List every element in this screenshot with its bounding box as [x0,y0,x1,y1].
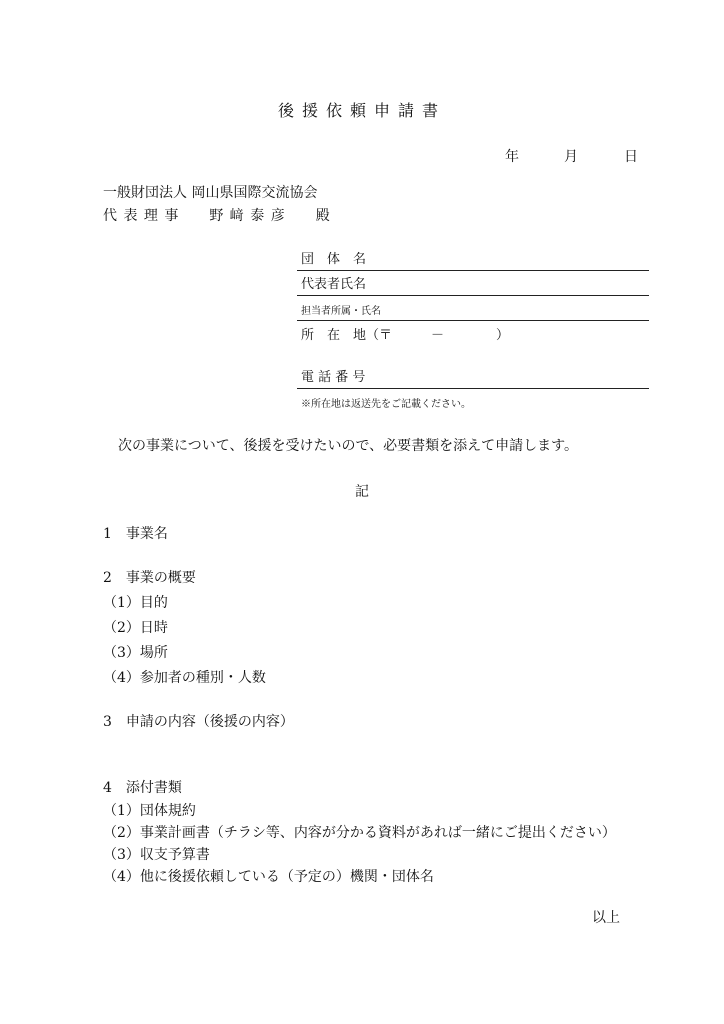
date-month-label: 月 [564,149,578,165]
section-heading: 3 申請の内容（後援の内容） [103,714,294,730]
form-field-label: 代表者氏名 [301,277,367,292]
address-note: ※所在地は返送先をご記載ください。 [301,399,471,410]
date-day-label: 日 [624,149,638,165]
form-field-label: 電 話 番 号 [301,370,366,385]
addressee-organization: 一般財団法人 岡山県国際交流協会 [103,185,318,201]
list-item: （2）事業計画書（チラシ等、内容が分かる資料があれば一緒にご提出ください） [103,825,616,841]
list-item: （2）日時 [103,620,168,636]
section-heading: 4 添付書類 [103,780,182,796]
form-field-organization-name[interactable] [297,247,649,271]
closing-text: 以上 [592,910,620,926]
document-title: 後援依頼申請書 [277,101,446,120]
form-field-contact-person[interactable] [297,296,649,321]
list-item: （1）団体規約 [103,803,196,819]
list-item: （3）場所 [103,645,168,661]
list-item: （4）参加者の種別・人数 [103,670,266,686]
list-item: （3）収支予算書 [103,847,210,863]
form-field-label: 担当者所属・氏名 [301,306,381,317]
intro-text: 次の事業について、後援を受けたいので、必要書類を添えて申請します。 [118,438,579,454]
section-heading: 1 事業名 [103,526,168,542]
addressee-representative: 代 表 理 事 野 﨑 泰 彦 殿 [103,208,331,224]
list-item: （4）他に後援依頼している（予定の）機関・団体名 [103,869,434,885]
form-field-label: 所 在 地（〒 － ） [301,328,510,343]
form-field-phone[interactable] [297,366,649,388]
form-field-representative-name[interactable] [297,271,649,296]
form-field-label: 団 体 名 [301,252,367,267]
date-year-label: 年 [505,149,519,165]
ki-heading: 記 [355,484,369,500]
section-heading: 2 事業の概要 [103,570,196,586]
list-item: （1）目的 [103,595,168,611]
